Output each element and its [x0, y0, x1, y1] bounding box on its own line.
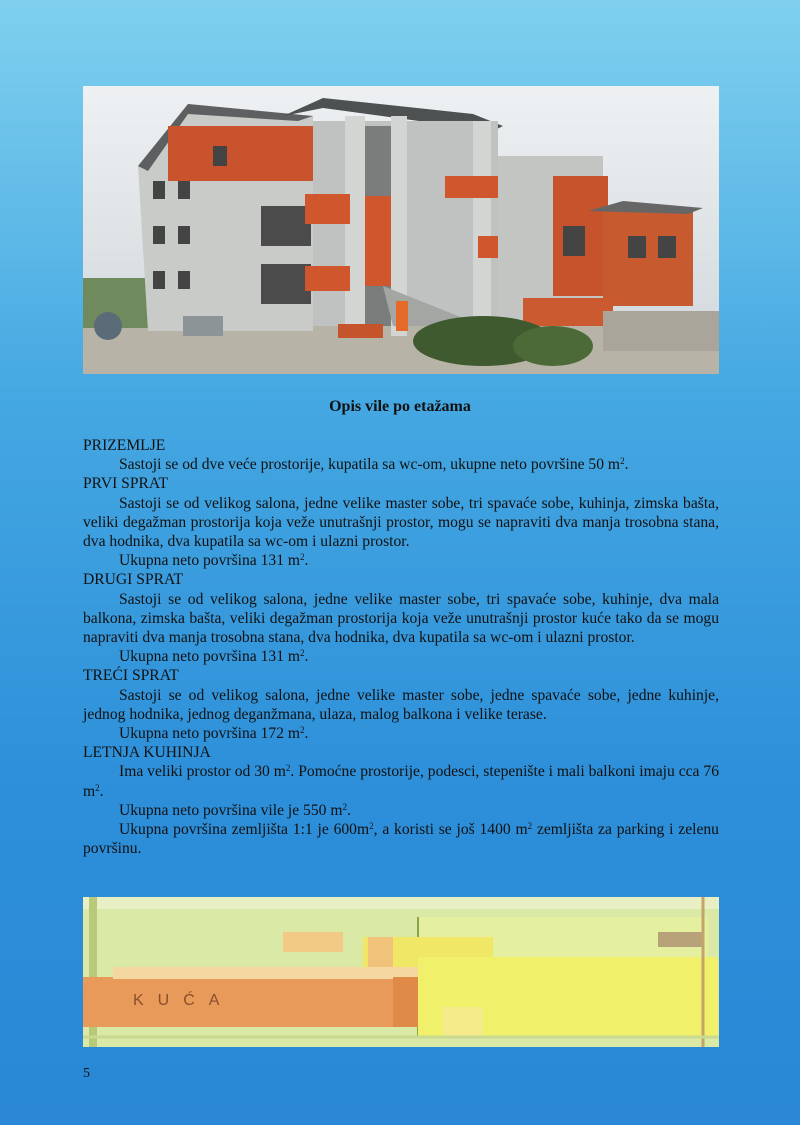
paragraph: Ukupna površina zemljišta 1:1 je $600m^2$, a koristi se još 1400 $m^2$ zemljišta za parking i zelenu površinu. [83, 821, 719, 858]
paragraph: Ukupna neto površina 131 $m^2$. [119, 648, 309, 666]
section-heading-drugi-sprat: DRUGI SPRAT [83, 571, 184, 589]
paragraph: Ukupna neto površina vile je 550 $m^2$. [119, 801, 351, 819]
paragraph: Sastoji se od velikog salona, jedne velike master sobe, jedne spavaće sobe, jedne kuhinje, jednog hodnika, jednog deganžmana, ulaza, malog balkona i velike terase. [83, 686, 719, 723]
section-heading-treci-sprat: TREĆI SPRAT [83, 667, 179, 685]
paragraph: Sastoji se od velikog salona, jedne velike master sobe, tri spavaće sobe, kuhinja, zimska bašta, veliki degažman prostorija koja veže unutrašnji prostor, mogu se napraviti dva manja trosobna stana, dva hodnika, dva kupatila sa wc-om i ulazni prostor. [83, 494, 719, 551]
section-heading-letnja-kuhinja: LETNJA KUHINJA [83, 744, 211, 762]
page-title: Opis vile po etažama [329, 398, 471, 415]
paragraph: Sastoji se od dve veće prostorije, kupatila sa wc-om, ukupne neto površine 50 $m^2$. [119, 456, 629, 474]
paragraph: Ima veliki prostor od 30 $m^2$. Pomoćne prostorije, podesci, stepenište i mali balkoni imaju cca 76 $m^2$. [83, 763, 720, 800]
section-heading-prvi-sprat: PRVI SPRAT [83, 475, 168, 493]
site-plan-image [83, 897, 719, 1047]
villa-photo [83, 86, 719, 374]
paragraph: Ukupna neto površina 131 $m^2$. [119, 552, 309, 570]
page-number: 5 [83, 1066, 90, 1081]
paragraph: Ukupna neto površina 172 $m^2$. [119, 725, 309, 743]
paragraph: Sastoji se od velikog salona, jedne velike master sobe, tri spavaće sobe, kuhinje, dva mala balkona, zimska bašta, veliki degažman prostorija koja veže unutrašnji prostor kuće tako da se mogu napraviti dva manja trosobna stana, dva hodnika, dva kupatila sa wc-om i ulazni prostor. [83, 590, 719, 647]
floor-descriptions [83, 436, 719, 858]
plan-label: KUĆA [133, 992, 234, 1009]
section-heading-prizemlje: PRIZEMLJE [83, 437, 166, 454]
